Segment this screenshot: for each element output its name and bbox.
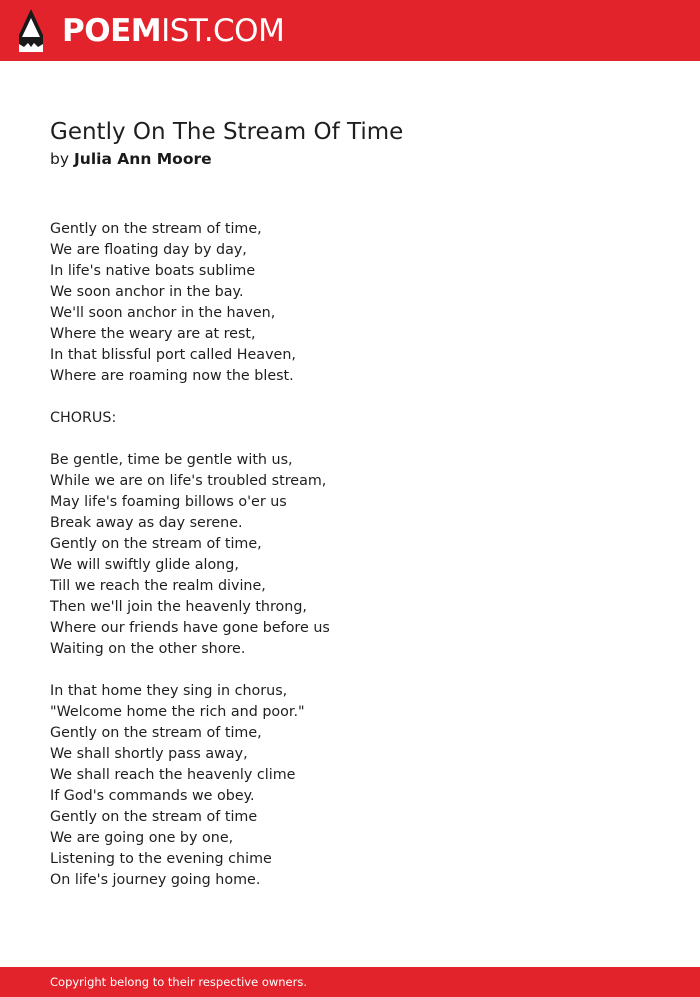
- poem-line: We soon anchor in the bay.: [50, 284, 244, 300]
- poem-line: Where are roaming now the blest.: [50, 368, 294, 384]
- logo-bold-text: POEM: [62, 13, 162, 49]
- poem-line: We'll soon anchor in the haven,: [50, 305, 276, 321]
- logo-light-text: IST.COM: [161, 13, 285, 49]
- footer-bar: [0, 967, 700, 997]
- author-name: Julia Ann Moore: [74, 150, 212, 168]
- poem-line: Listening to the evening chime: [50, 851, 272, 867]
- poem-title: Gently On The Stream Of Time: [50, 119, 404, 145]
- poem-line: "Welcome home the rich and poor.": [50, 704, 305, 720]
- poem-line: Gently on the stream of time,: [50, 725, 262, 741]
- poem-line: In that blissful port called Heaven,: [50, 347, 296, 363]
- poem-line: Be gentle, time be gentle with us,: [50, 452, 293, 468]
- poem-line: Waiting on the other shore.: [50, 641, 246, 657]
- poem-line: Till we reach the realm divine,: [50, 578, 266, 594]
- poem-line: On life's journey going home.: [50, 872, 261, 888]
- copyright-text: Copyright belong to their respective owners.: [50, 975, 308, 989]
- poem-line: Break away as day serene.: [50, 515, 243, 531]
- poem-line: Gently on the stream of time: [50, 809, 258, 825]
- poem-line: Where our friends have gone before us: [50, 620, 330, 636]
- poem-line: We are floating day by day,: [50, 242, 247, 258]
- byline: [50, 148, 212, 170]
- poem-line: Gently on the stream of time,: [50, 221, 262, 237]
- poem-line: We shall shortly pass away,: [50, 746, 248, 762]
- poem-line: If God's commands we obey.: [50, 788, 255, 804]
- poem-line: In that home they sing in chorus,: [50, 683, 288, 699]
- poem-body: [50, 219, 330, 891]
- poem-line: CHORUS:: [50, 410, 117, 426]
- poem-line: We will swiftly glide along,: [50, 557, 239, 573]
- poem-line: In life's native boats sublime: [50, 263, 256, 279]
- header-bar: [0, 0, 700, 61]
- poem-line: Where the weary are at rest,: [50, 326, 256, 342]
- pencil-tip-icon: [18, 9, 44, 52]
- poem-line: May life's foaming billows o'er us: [50, 494, 287, 510]
- stanza-break: [50, 429, 330, 450]
- stanza-break: [50, 660, 330, 681]
- poem-line: Gently on the stream of time,: [50, 536, 262, 552]
- by-label: by: [50, 150, 70, 168]
- poem-line: We shall reach the heavenly clime: [50, 767, 296, 783]
- poem-line: While we are on life's troubled stream,: [50, 473, 327, 489]
- site-logo[interactable]: [62, 10, 284, 52]
- poem-line: Then we'll join the heavenly throng,: [50, 599, 307, 615]
- stanza-break: [50, 387, 330, 408]
- poem-line: We are going one by one,: [50, 830, 234, 846]
